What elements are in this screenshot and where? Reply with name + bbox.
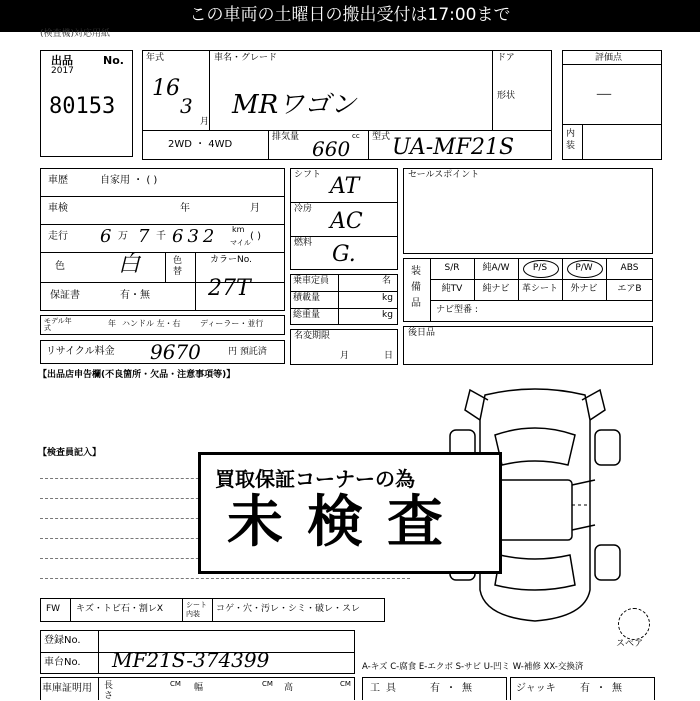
door-label: ドア [497,53,515,63]
ps-circle [523,260,559,278]
top-banner [0,0,700,32]
banner-text: この車両の土曜日の搬出受付は17:00まで [189,5,511,25]
mileage-rest: 632 [172,226,219,247]
name-change-day-unit: 日 [384,351,394,361]
stamp-line1: 買取保証コーナーの為 [215,467,415,491]
capacity-unit: 名 [382,276,392,286]
garage-length: 長さ [104,681,114,701]
warranty-label: 保証書 [50,290,80,301]
year-model-label: 年式 [146,53,165,63]
load-label: 積載量 [293,293,321,303]
drive-label: 2WD ・ 4WD [168,139,233,150]
garage-width: 幅 [194,683,204,693]
spare-tire-icon [618,608,650,640]
color-value: 白 [118,252,141,277]
tools-label: 工具 [370,683,402,694]
year-model-year: 16 [152,76,180,101]
mileage-sen: 7 [138,226,150,247]
chassis-value: MF21S-374399 [112,648,270,672]
not-inspected-stamp [198,452,502,574]
shape-label: 形状 [497,91,516,101]
equip-navi: 純ナビ [482,284,510,294]
warranty-value: 有・無 [120,290,150,301]
inspection-year-unit: 年 [180,203,190,214]
seller-report-label: 【出品店申告欄(不良箇所・欠品・注意事項等)】 [38,370,236,380]
lot-box [40,50,133,157]
equip-aw: 純A/W [482,263,510,273]
capacity-label: 乗車定員 [293,276,330,286]
model-year-dealer: ディーラー・並行 [200,319,264,328]
name-change-label: 名変期限 [294,331,331,341]
equip-ps: P/S [532,263,548,273]
score-label: 評価点 [595,53,623,63]
displacement-value: 660 [312,137,351,161]
mileage-unit-mile: マイル [230,239,251,247]
mileage-sen-unit: 千 [156,231,166,242]
equip-airbag: エアB [617,284,642,294]
legend-fw-label: FW [46,604,61,614]
lot-label: 出品 [51,54,73,67]
gross-unit: kg [382,310,393,320]
shift-value: AT [330,174,360,199]
lot-no-label: No. [103,54,124,67]
history-label: 車歴 [48,175,68,186]
garage-height: 高 [284,683,294,693]
legend-seat-items: コゲ・穴・汚レ・シミ・破レ・スレ [216,604,361,614]
pw-circle [567,260,603,278]
model-type-value: UA-MF21S [392,135,515,160]
legend-seat-label: シート内装 [186,601,207,618]
garage-cm2: CM [262,680,273,688]
year-model-month-unit: 月 [200,117,210,127]
name-grade-value: MRワゴン [232,90,357,120]
model-year-unit: 年 [108,319,116,328]
stamp-line2: 未検査 [227,490,467,555]
tools-value: 有・無 [430,683,478,694]
equip-leather: 革シート [521,284,558,294]
mileage-unit-km: km [232,225,245,234]
mileage-label: 走行 [48,231,68,242]
repaint-label: 色替 [173,256,183,277]
recycle-unit: 円 預託済 [228,347,267,357]
form-caption: (検査機)対応用紙 [40,29,111,39]
sales-point-box [403,168,653,254]
jack-label: ジャッキ [516,683,556,694]
model-year-label: モデル年式 [44,317,72,332]
fuel-label: 燃料 [294,238,313,248]
shift-label: シフト [294,170,322,180]
color-no-label: カラーNo. [210,255,252,265]
name-change-month-unit: 月 [340,351,350,361]
color-label: 色 [55,261,65,272]
aircon-label: 冷房 [294,204,313,214]
mileage-man: 6 [100,226,112,247]
aircon-value: AC [330,209,363,234]
interior-label: 内装 [566,129,576,151]
recycle-label: リサイクル料金 [46,346,115,357]
inspection-month-unit: 月 [250,203,260,214]
jack-value: 有・無 [580,683,628,694]
color-no-value: 27T [208,276,251,301]
lot-number: 80153 [49,94,116,119]
legend-fw-items: キズ・トビ石・割レX [76,604,163,614]
equip-ext-navi: 外ナビ [570,284,598,294]
history-value: 自家用 ・ ( ) [100,175,158,186]
equip-sr: S/R [444,263,460,273]
displacement-unit: cc [352,132,360,140]
later-items-label: 後日品 [408,328,436,338]
later-items-box [403,326,653,365]
fuel-value: G. [332,242,356,267]
gross-label: 総重量 [293,310,321,320]
model-year-handle: ハンドル 左・右 [122,319,181,328]
spare-label: スペア [616,639,644,649]
equip-tv: 純TV [441,284,463,294]
lot-year: 2017 [51,66,74,76]
load-unit: kg [382,293,393,303]
equip-abs: ABS [620,263,639,273]
sales-point-label: セールスポイント [408,170,480,180]
mileage-paren: ( ) [250,231,261,242]
inspection-label: 車検 [48,203,68,214]
damage-codes: A-キズ C-腐食 E-エクボ S-サビ U-凹ミ W-補修 XX-交換済 [362,662,584,672]
mileage-man-unit: 万 [118,231,128,242]
year-model-month: 3 [180,94,193,118]
recycle-value: 9670 [150,340,201,364]
equip-pw: P/W [575,263,593,273]
displacement-label: 排気量 [272,132,300,142]
chassis-label: 車台No. [44,657,81,668]
garage-cm3: CM [340,680,351,688]
equipment-label: 装備品 [411,266,421,309]
inspector-label: 【検査員記入】 [38,448,102,458]
navi-model-label: ナビ型番 : [436,305,478,315]
garage-cm1: CM [170,680,181,688]
score-value: — [596,84,612,103]
garage-label: 車庫証明用 [42,683,92,694]
model-type-label: 型式 [372,132,391,142]
name-grade-label: 車名・グレード [214,53,278,63]
registration-label: 登録No. [44,635,81,646]
